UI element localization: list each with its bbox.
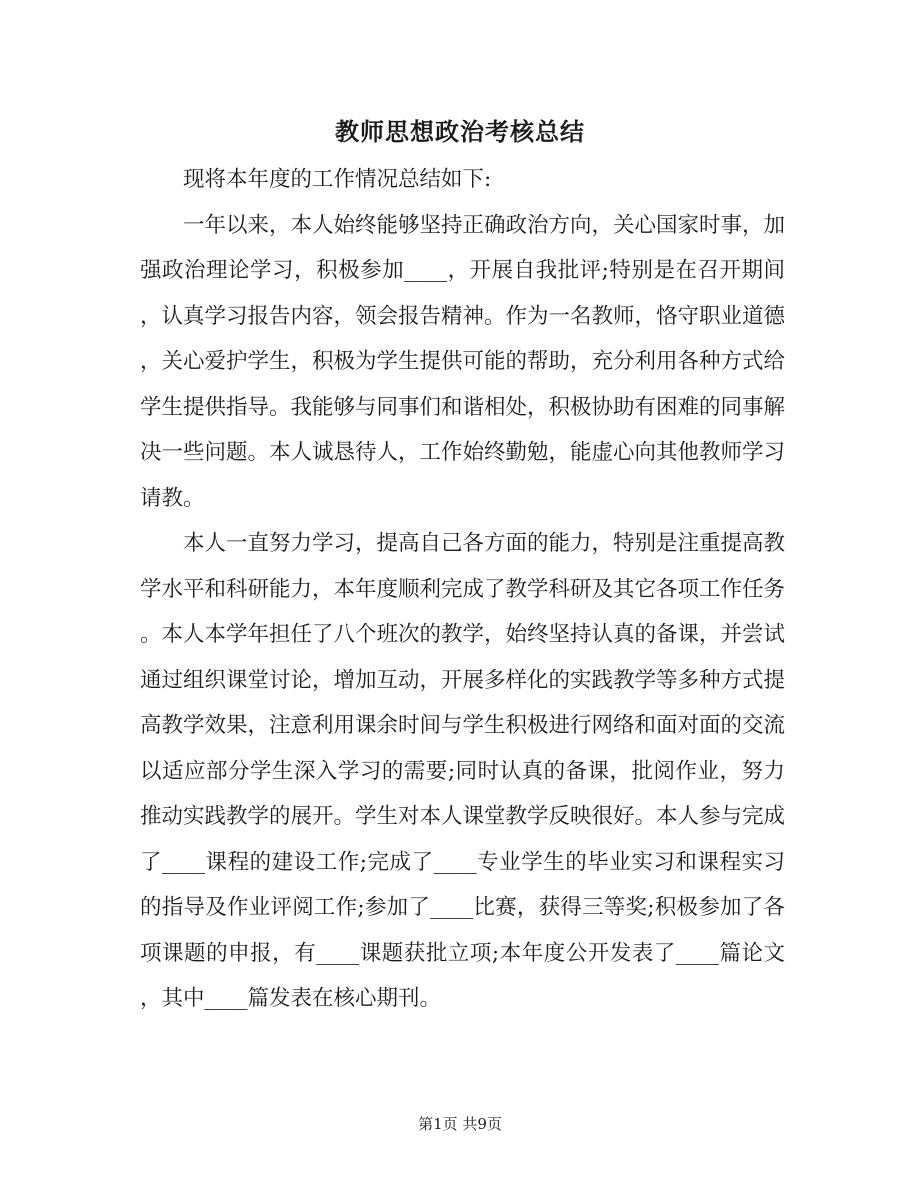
paragraph-political: 一年以来，本人始终能够坚持正确政治方向，关心国家时事，加强政治理论学习，积极参加____，开展自我批评;特别是在召开期间，认真学习报告内容，领会报告精神。作为一名教师，恪守职业道德，关心爱护学生，积极为学生提供可能的帮助，充分利用各种方式给学生提供指导。我能够与同事们和谐相处，积极协助有困难的同事解决一些问题。本人诚恳待人，工作始终勤勉，能虚心向其他教师学习请教。 <box>140 212 786 511</box>
paragraph-teaching: 本人一直努力学习，提高自己各方面的能力，特别是注重提高教学水平和科研能力，本年度顺利完成了教学科研及其它各项工作任务。本人本学年担任了八个班次的教学，始终坚持认真的备课，并尝试通过组织课堂讨论，增加互动，开展多样化的实践教学等多种方式提高教学效果，注意利用课余时间与学生积极进行网络和面对面的交流以适应部分学生深入学习的需要;同时认真的备课，批阅作业，努力推动实践教学的展开。学生对本人课堂教学反映很好。本人参与完成了____课程的建设工作;完成了____专业学生的毕业实习和课程实习的指导及作业评阅工作;参加了____比赛，获得三等奖;积极参加了各项课题的申报，有____课题获批立项;本年度公开发表了____篇论文，其中____篇发表在核心期刊。 <box>140 531 786 1011</box>
document-title: 教师思想政治考核总结 <box>335 117 585 146</box>
paragraph-intro: 现将本年度的工作情况总结如下: <box>183 167 492 192</box>
page-footer: 第1页 共9页 <box>418 1115 502 1133</box>
document-body <box>140 157 785 1022</box>
